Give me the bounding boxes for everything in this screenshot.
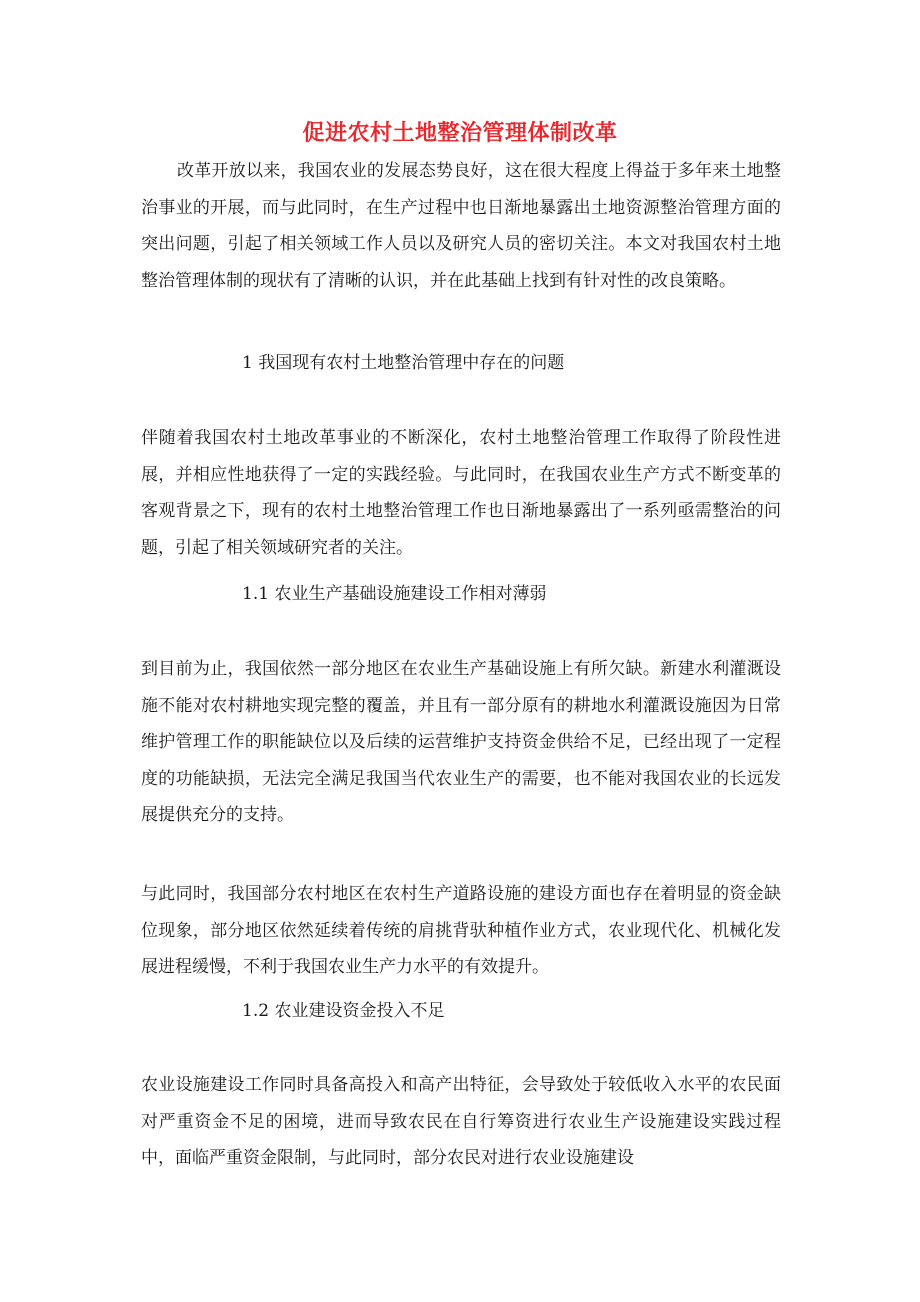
section-1-1-paragraph-1: 到目前为止，我国依然一部分地区在农业生产基础设施上有所欠缺。新建水利灌溉设施不能对农村耕地实现完整的覆盖，并且有一部分原有的耕地水利灌溉设施因为日常维护管理工作的职能缺位以及后续的运营维护支持资金供给不足，已经出现了一定程度的功能缺损，无法完全满足我国当代农业生产的需要，也不能对我国农业的长远发展提供充分的支持。	[141, 659, 781, 826]
section-1-1-paragraph-2: 与此同时，我国部分农村地区在农村生产道路设施的建设方面也存在着明显的资金缺位现象，部分地区依然延续着传统的肩挑背驮种植作业方式，农业现代化、机械化发展进程缓慢，不利于我国农业生产力水平的有效提升。	[141, 884, 781, 978]
section-1-2-heading: 1.2 农业建设资金投入不足	[242, 1001, 445, 1021]
section-1-1-heading: 1.1 农业生产基础设施建设工作相对薄弱	[242, 584, 547, 604]
section-1-heading: 1 我国现有农村土地整治管理中存在的问题	[242, 353, 565, 373]
section-1-paragraph: 伴随着我国农村土地改革事业的不断深化，农村土地整治管理工作取得了阶段性进展，并相应性地获得了一定的实践经验。与此同时，在我国农业生产方式不断变革的客观背景之下，现有的农村土地整治管理工作也日渐地暴露出了一系列亟需整治的问题，引起了相关领域研究者的关注。	[141, 428, 781, 558]
document-title: 促进农村土地整治管理体制改革	[302, 121, 618, 146]
intro-paragraph: 改革开放以来，我国农业的发展态势良好，这在很大程度上得益于多年来土地整治事业的开展，而与此同时，在生产过程中也日渐地暴露出土地资源整治管理方面的突出问题，引起了相关领域工作人员以及研究人员的密切关注。本文对我国农村土地整治管理体制的现状有了清晰的认识，并在此基础上找到有针对性的改良策略。	[141, 161, 781, 291]
section-1-2-paragraph: 农业设施建设工作同时具备高投入和高产出特征，会导致处于较低收入水平的农民面对严重资金不足的困境，进而导致农民在自行筹资进行农业生产设施建设实践过程中，面临严重资金限制，与此同时，部分农民对进行农业设施建设	[141, 1075, 781, 1169]
